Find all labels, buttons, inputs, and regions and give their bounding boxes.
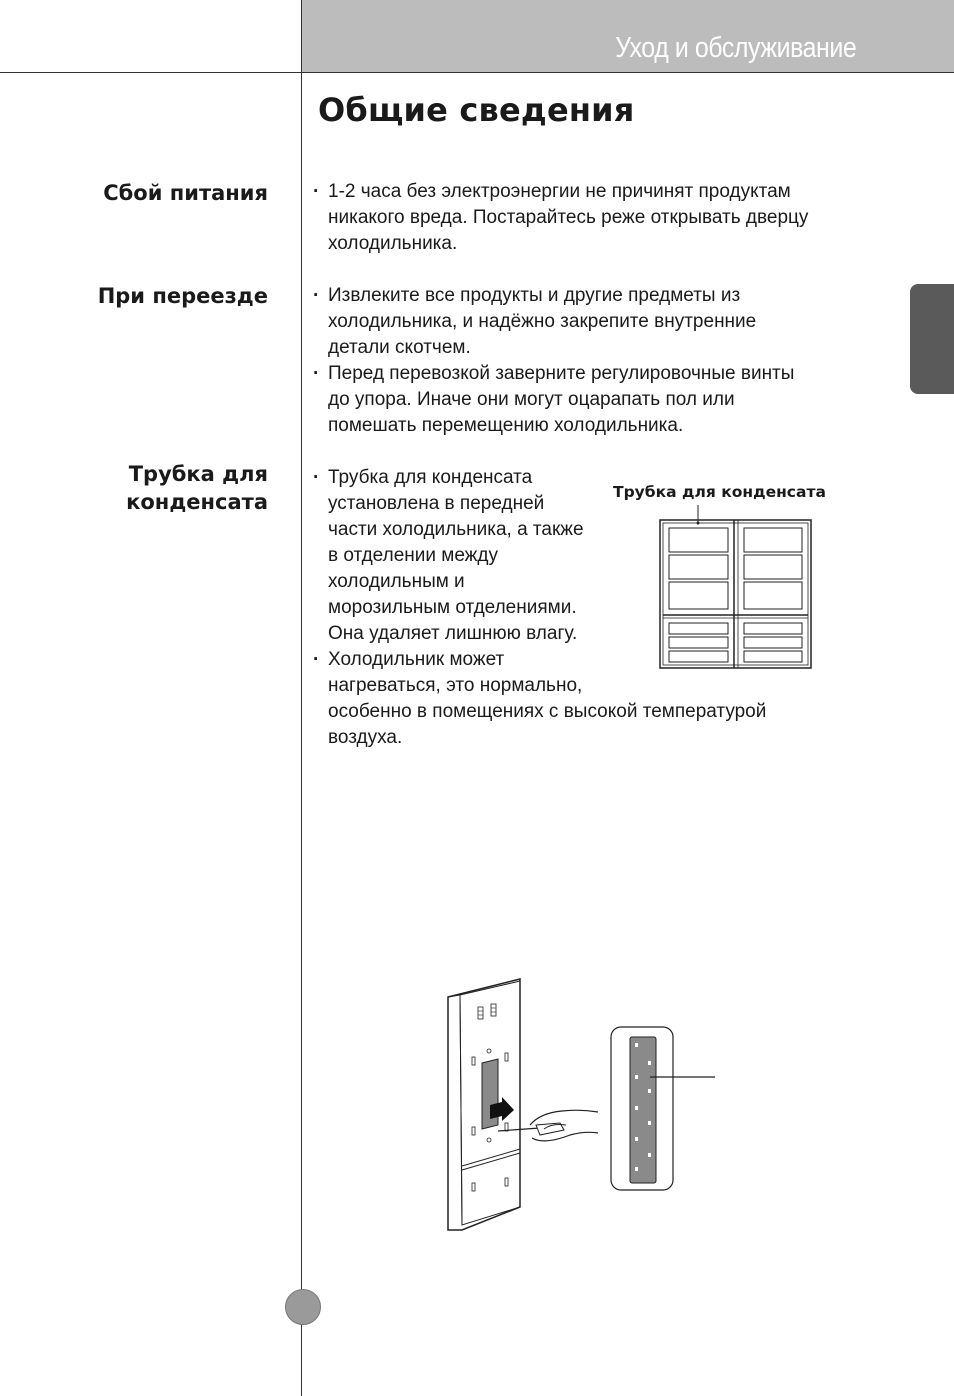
heading-line: конденсата [126,490,268,514]
bullet-item [313,283,794,361]
heading-condensate-pipe [126,460,268,516]
text-line: детали скотчем. [328,337,471,358]
moving-text [313,283,794,439]
condensate-pipe-removal-illustration [440,975,730,1240]
text-line: Она удаляет лишнюю влагу. [328,623,578,644]
section-header-title: Уход и обслуживание [614,32,856,64]
text-line: · 1-2 часа без электроэнергии не причинят продуктам [328,181,791,202]
text-line: · Холодильник может [328,649,505,670]
power-failure-text [313,179,808,257]
text-line: особенно в помещениях с высокой температурой [328,701,767,722]
heading-moving [98,282,268,310]
text-line: · Трубка для конденсата [328,467,533,488]
text-line: воздуха. [328,727,403,748]
text-line: установлена в передней [328,493,545,514]
text-line: холодильника, и надёжно закрепите внутренние [328,311,757,332]
text-line: в отделении между [328,545,498,566]
text-line: морозильным отделениями. [328,597,577,618]
fridge-front-diagram [655,505,817,675]
text-line: до упора. Иначе они могут оцарапать пол или [328,389,735,410]
text-line: части холодильника, а также [328,519,584,540]
page-number-marker [285,1289,321,1325]
heading-power-failure [103,179,268,207]
bullet-item [313,179,808,257]
text-line: никакого вреда. Постарайтесь реже открывать дверцу [328,207,809,228]
heading-line: Трубка для [128,462,268,486]
page-title: Общие сведения [318,91,635,129]
text-line: нагреваться, это нормально, [328,675,583,696]
diagram-label: Трубка для конденсата [613,483,826,501]
text-line: холодильным и [328,571,465,592]
heading-line: Сбой питания [103,181,268,205]
heading-line: При переезде [97,284,268,308]
header-divider [0,72,954,73]
text-line: · Перед перевозкой заверните регулировочные винты [328,363,795,384]
text-line: холодильника. [328,233,458,254]
column-divider [301,0,302,1396]
bullet-item [313,361,794,439]
text-line: помешать перемещению холодильника. [328,415,684,436]
section-tab-marker [910,284,954,394]
text-line: · Извлеките все продукты и другие предметы из [328,285,741,306]
